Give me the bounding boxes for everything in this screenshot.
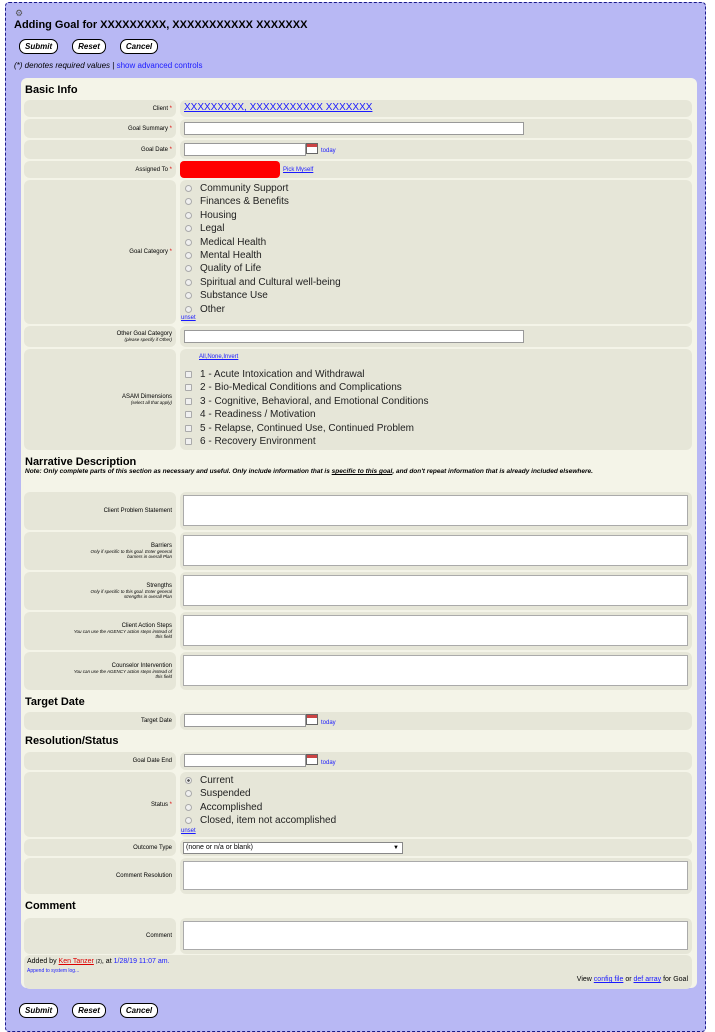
asam-option[interactable] xyxy=(185,435,316,448)
radio-button[interactable] xyxy=(185,804,192,811)
checkbox[interactable] xyxy=(185,384,192,391)
option-label: Legal xyxy=(200,223,225,235)
status-option[interactable] xyxy=(185,801,262,814)
action-steps-label: Client Action Steps You can use the AGENCY action steps instead of this field xyxy=(24,612,176,650)
option-label: Community Support xyxy=(200,183,289,194)
top-button-row xyxy=(19,39,158,54)
goal-category-label: Goal Category * xyxy=(24,180,176,324)
asam-option[interactable] xyxy=(185,408,316,421)
problem-textarea[interactable] xyxy=(183,495,688,526)
config-file-link[interactable]: config file xyxy=(593,976,624,983)
counselor-label: Counselor Intervention You can use the AGENCY action steps instead of this field xyxy=(24,652,176,690)
dropdown-arrow-icon: ▼ xyxy=(393,845,399,851)
target-date-input[interactable] xyxy=(184,714,306,727)
added-by-text: Added by Ken Tanzer (2), at 1/28/19 11:07 am. xyxy=(27,958,170,965)
narrative-heading: Narrative Description xyxy=(25,456,137,468)
option-label: Housing xyxy=(200,209,237,221)
form-panel xyxy=(21,78,697,988)
option-label: Quality of Life xyxy=(200,263,262,275)
barriers-textarea[interactable] xyxy=(183,535,688,566)
outcome-type-label: Outcome Type xyxy=(24,839,176,856)
radio-button[interactable] xyxy=(185,817,192,824)
goal-date-input[interactable] xyxy=(184,143,306,156)
status-option[interactable] xyxy=(185,787,251,800)
option-label: 1 - Acute Intoxication and Withdrawal xyxy=(200,369,365,380)
def-array-link[interactable]: def array xyxy=(633,976,662,983)
goal-summary-row xyxy=(24,119,692,138)
radio-button[interactable] xyxy=(185,306,192,313)
target-date-label: Target Date xyxy=(24,712,176,730)
radio-button[interactable] xyxy=(185,198,192,205)
goal-date-end-label: Goal Date End xyxy=(24,752,176,770)
cat-option[interactable] xyxy=(185,289,268,302)
goal-date-end-today-link[interactable]: today xyxy=(321,760,336,766)
option-label: Finances & Benefits xyxy=(200,196,289,208)
option-label: Other xyxy=(200,303,226,315)
counselor-textarea[interactable] xyxy=(183,655,688,686)
goal-date-end-row xyxy=(24,752,692,770)
comment-resolution-label: Comment Resolution xyxy=(24,858,176,894)
option-label: Suspended xyxy=(200,788,251,800)
category-unset-link[interactable]: unset xyxy=(181,315,196,321)
radio-button[interactable] xyxy=(185,185,192,192)
option-label: 6 - Recovery Environment xyxy=(200,436,316,447)
calendar-icon[interactable] xyxy=(306,754,318,765)
asam-all-none-invert-link[interactable]: All,None,Invert xyxy=(199,354,239,360)
barriers-label: Barriers Only if specific to this goal. Enter general barriers in overall Plan xyxy=(24,532,176,570)
goal-date-end-input[interactable] xyxy=(184,754,306,767)
other-category-input[interactable] xyxy=(184,330,524,343)
calendar-icon[interactable] xyxy=(306,143,318,154)
asam-option[interactable] xyxy=(185,395,428,408)
checkbox[interactable] xyxy=(185,398,192,405)
strengths-textarea[interactable] xyxy=(183,575,688,606)
radio-button[interactable] xyxy=(185,225,192,232)
option-label: 2 - Bio-Medical Conditions and Complications xyxy=(200,382,402,394)
status-label: Status * xyxy=(24,772,176,837)
submit-button[interactable]: Submit xyxy=(19,1003,58,1018)
goal-date-label: Goal Date * xyxy=(24,140,176,159)
goal-summary-label: Goal Summary * xyxy=(24,119,176,138)
cat-option[interactable] xyxy=(185,276,341,289)
page-title: Adding Goal for XXXXXXXXX, XXXXXXXXXXX XXXXXXX xyxy=(14,19,308,31)
strengths-label: Strengths Only if specific to this goal. Enter general strengths in overall Plan xyxy=(24,572,176,610)
checkbox[interactable] xyxy=(185,411,192,418)
target-date-row xyxy=(24,712,692,730)
cat-option[interactable] xyxy=(185,262,261,275)
radio-button[interactable] xyxy=(185,252,192,259)
goal-date-row xyxy=(24,140,692,159)
radio-button[interactable] xyxy=(185,239,192,246)
outcome-type-row xyxy=(24,839,692,856)
basic-info-heading: Basic Info xyxy=(25,84,78,96)
radio-button[interactable] xyxy=(185,212,192,219)
option-label: Closed, item not accomplished xyxy=(200,815,337,827)
record-footer xyxy=(24,955,692,989)
cat-option[interactable] xyxy=(185,249,262,262)
pick-myself-link[interactable]: Pick Myself xyxy=(283,167,314,173)
client-link[interactable]: XXXXXXXXX, XXXXXXXXXXX XXXXXXX xyxy=(184,102,373,113)
assigned-to-redacted-field[interactable] xyxy=(180,161,280,178)
strengths-row xyxy=(24,572,692,610)
barriers-row xyxy=(24,532,692,570)
show-advanced-link[interactable]: show advanced controls xyxy=(116,61,203,70)
asam-option[interactable] xyxy=(185,368,365,381)
status-option[interactable] xyxy=(185,814,336,827)
option-label: 3 - Cognitive, Behavioral, and Emotional Conditions xyxy=(200,395,429,407)
cat-option[interactable] xyxy=(185,222,224,235)
gear-icon[interactable]: ⚙ xyxy=(15,8,24,18)
assigned-to-row xyxy=(24,161,692,178)
cat-option[interactable] xyxy=(185,182,288,195)
option-label: Accomplished xyxy=(200,801,263,813)
problem-row xyxy=(24,492,692,530)
comment-resolution-textarea[interactable] xyxy=(183,861,688,890)
cat-option[interactable] xyxy=(185,303,225,316)
asam-row xyxy=(24,349,692,450)
status-unset-link[interactable]: unset xyxy=(181,828,196,834)
other-category-row xyxy=(24,326,692,347)
radio-button[interactable] xyxy=(185,279,192,286)
counselor-row xyxy=(24,652,692,690)
action-steps-row xyxy=(24,612,692,650)
option-label: 4 - Readiness / Motivation xyxy=(200,409,316,421)
comment-resolution-row xyxy=(24,858,692,894)
target-date-today-link[interactable]: today xyxy=(321,720,336,726)
required-note-text: (*) denotes required values xyxy=(14,61,111,70)
cancel-button[interactable]: Cancel xyxy=(120,1003,158,1018)
goal-summary-input[interactable] xyxy=(184,122,524,135)
option-label: 5 - Relapse, Continued Use, Continued Problem xyxy=(200,422,415,434)
comment-label: Comment xyxy=(24,918,176,954)
client-label: Client * xyxy=(24,100,176,117)
comment-heading: Comment xyxy=(25,900,76,912)
status-row xyxy=(24,772,692,837)
option-label: Spiritual and Cultural well-being xyxy=(200,276,341,288)
option-label: Substance Use xyxy=(200,290,268,302)
problem-label: Client Problem Statement xyxy=(24,492,176,530)
checkbox[interactable] xyxy=(185,425,192,432)
timestamp-link[interactable]: 1/28/19 11:07 am. xyxy=(113,958,170,965)
narrative-note: Note: Only complete parts of this section as necessary and useful. Only include information that is specific to this goal, and don't repeat information that is already included elsewhere. xyxy=(25,468,593,475)
status-option[interactable] xyxy=(185,774,233,787)
assigned-to-label: Assigned To * xyxy=(24,161,176,178)
submit-button[interactable]: Submit xyxy=(19,39,58,54)
calendar-icon[interactable] xyxy=(306,714,318,725)
radio-button[interactable] xyxy=(185,790,192,797)
cancel-button[interactable]: Cancel xyxy=(120,39,158,54)
reset-button[interactable]: Reset xyxy=(72,39,106,54)
asam-label: ASAM Dimensions (select all that apply) xyxy=(24,349,176,450)
comment-row xyxy=(24,918,692,954)
checkbox[interactable] xyxy=(185,371,192,378)
asam-option[interactable] xyxy=(185,381,402,394)
radio-button[interactable] xyxy=(185,292,192,299)
action-steps-textarea[interactable] xyxy=(183,615,688,646)
goal-date-today-link[interactable]: today xyxy=(321,148,336,154)
view-config-text: View config file or def array for Goal xyxy=(576,976,688,983)
client-row xyxy=(24,100,692,117)
outcome-type-select[interactable]: (none or n/a or blank) ▼ xyxy=(183,842,403,854)
other-category-label: Other Goal Category (please specify if Other) xyxy=(24,326,176,347)
option-label: Mental Health xyxy=(200,250,262,261)
bottom-button-row xyxy=(19,1003,158,1018)
required-note xyxy=(14,61,202,70)
radio-button[interactable] xyxy=(185,777,192,784)
option-label: Medical Health xyxy=(200,236,267,248)
cat-option[interactable] xyxy=(185,209,237,222)
checkbox[interactable] xyxy=(185,438,192,445)
asam-option[interactable] xyxy=(185,422,414,435)
user-link[interactable]: Ken Tanzer xyxy=(58,958,94,965)
goal-form-container xyxy=(5,2,706,1032)
cat-option[interactable] xyxy=(185,195,289,208)
resolution-heading: Resolution/Status xyxy=(25,735,119,747)
cat-option[interactable] xyxy=(185,236,266,249)
target-date-heading: Target Date xyxy=(25,696,85,708)
append-log-link[interactable]: Append to system log... xyxy=(27,968,80,974)
radio-button[interactable] xyxy=(185,265,192,272)
goal-category-row xyxy=(24,180,692,324)
option-label: Current xyxy=(200,775,234,786)
reset-button[interactable]: Reset xyxy=(72,1003,106,1018)
separator: | xyxy=(112,61,115,70)
comment-textarea[interactable] xyxy=(183,921,688,950)
